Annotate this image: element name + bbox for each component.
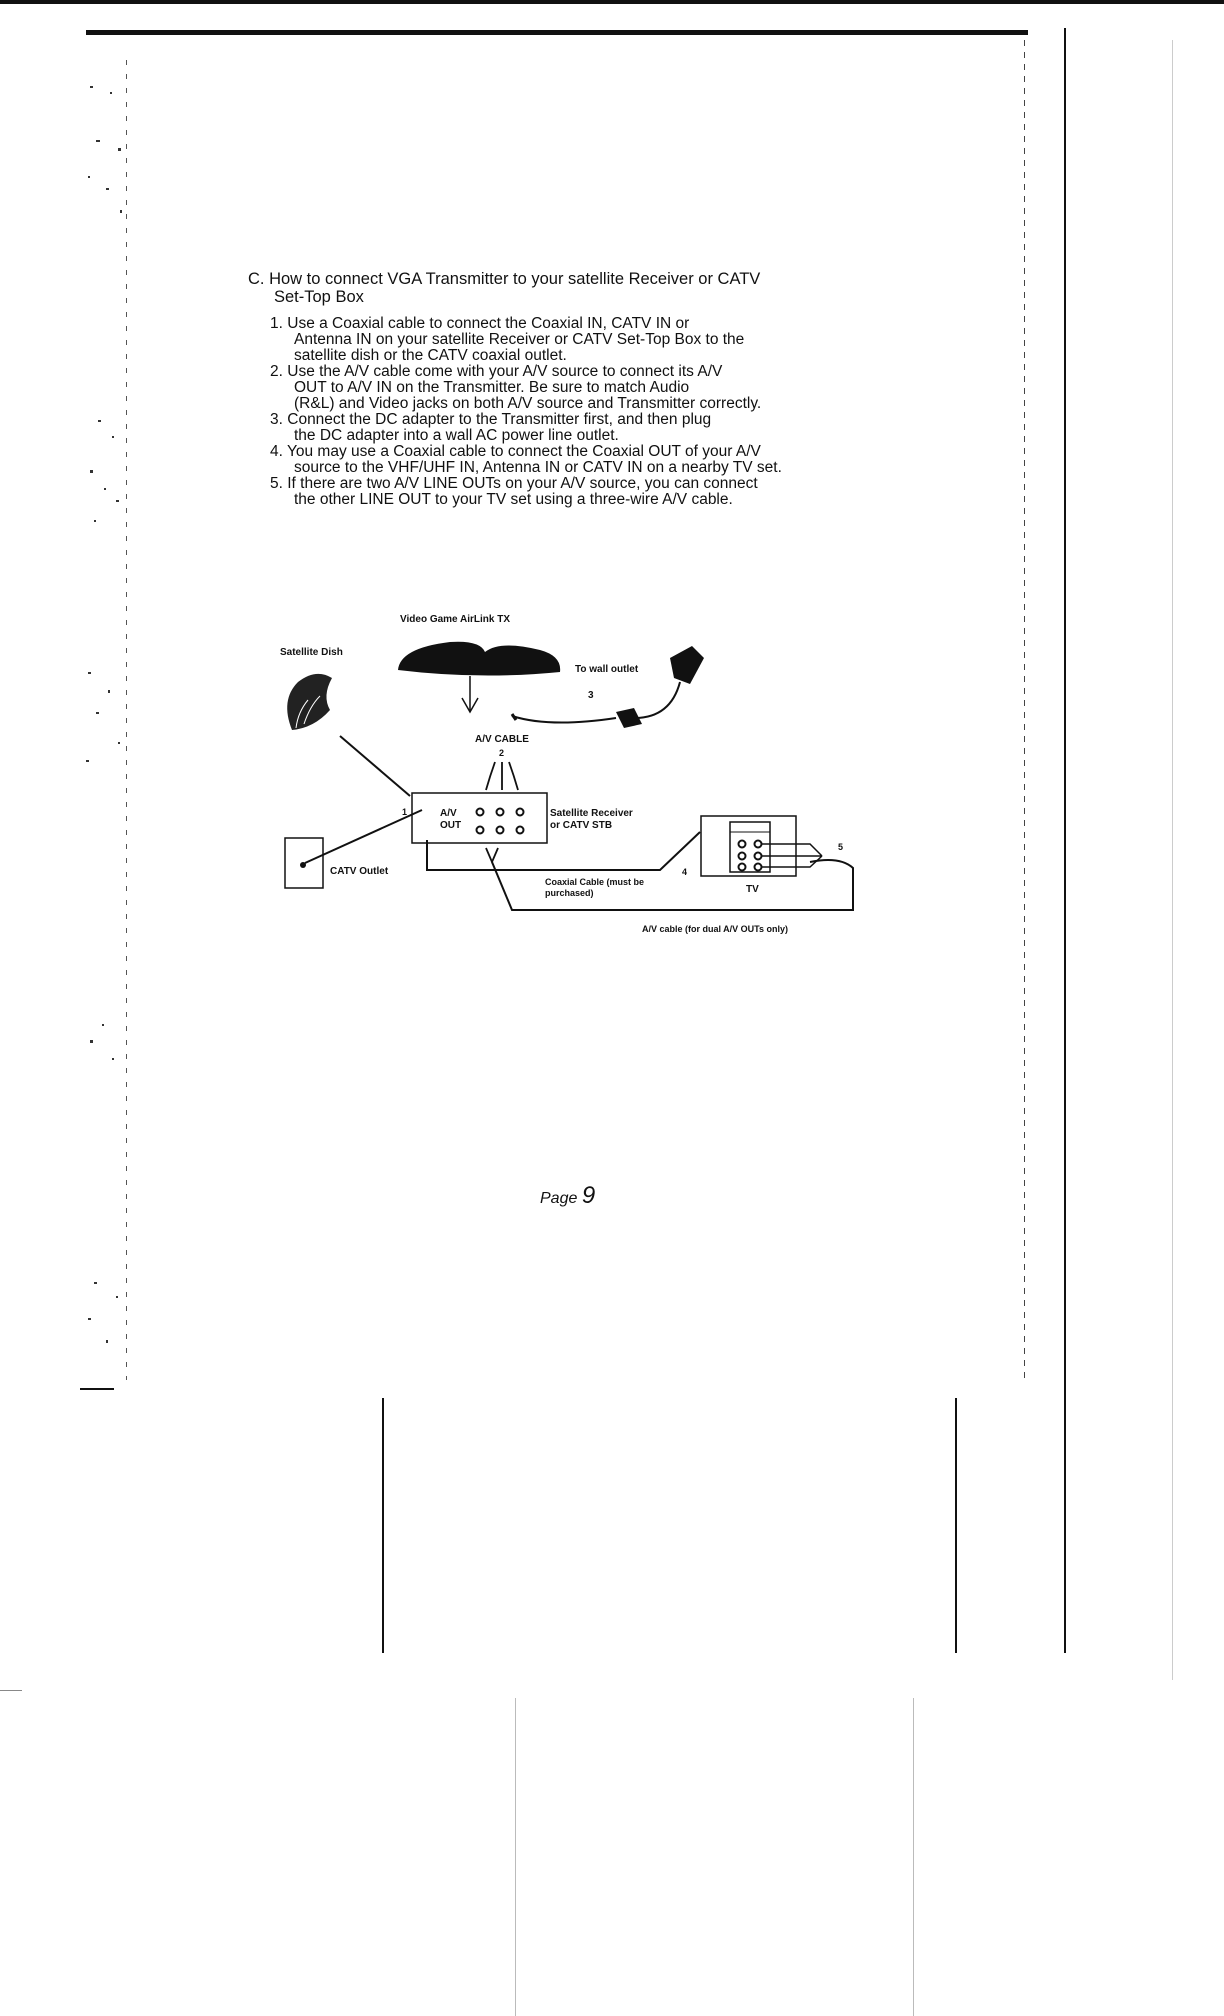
step-line [270,316,910,332]
step-line: (R&L) and Video jacks on both A/V source and Transmitter correctly. [294,395,762,412]
satellite-dish-label: Satellite Dish [280,647,343,658]
page-number [540,1182,595,1210]
step-line: source to the VHF/UHF IN, Antenna IN or CATV IN on a nearby TV set. [294,459,782,476]
coaxial-cable-to-tv [427,832,700,870]
dc-cable-end [512,714,516,720]
step-line: Antenna IN on your satellite Receiver or CATV Set-Top Box to the [294,331,745,348]
tv-label: TV [746,884,759,895]
bottom-divider-left [515,1698,516,2016]
step-item [270,412,910,444]
adapter-cable [630,682,680,718]
heading-marker: C. [248,270,265,288]
step-text: Connect the DC adapter to the Transmitter first, and then plug [287,411,712,428]
bottom-divider-right [913,1698,914,2016]
dc-plug-icon [616,708,642,728]
step-marker-1: 1 [402,807,408,817]
right-dashed-line [1024,40,1025,1380]
step-marker-5: 5 [838,842,844,852]
step-line: the DC adapter into a wall AC power line outlet. [294,427,619,444]
coaxial-cable-label-line1: Coaxial Cable (must be [545,877,645,887]
coaxial-cable-label-line2: purchased) [545,888,594,898]
catv-outlet-label: CATV Outlet [330,866,389,877]
step-number: 2. [270,363,283,380]
step-marker-3: 3 [588,690,594,701]
transmitter-shape [398,642,560,676]
lower-frame-right [955,1398,957,1653]
step-marker-4: 4 [682,867,688,877]
section-heading [248,270,888,306]
tv-av-wires [762,844,822,867]
av-cable-label: A/V CABLE [475,734,529,745]
satellite-dish-icon [287,674,332,730]
step-number: 1. [270,315,283,332]
step-line [270,444,910,460]
page-label-text: Page [540,1190,578,1207]
receiver-jacks [477,809,524,834]
step-line: the other LINE OUT to your TV set using a three-wire A/V cable. [294,491,733,508]
left-margin-line [126,60,127,1380]
tv-jack-panel [730,822,770,872]
step-number: 3. [270,411,283,428]
satellite-receiver-box [412,793,547,843]
top-border-line [0,0,1224,4]
top-rule [86,30,1028,35]
step-item [270,364,910,412]
wall-outlet-label: To wall outlet [575,664,639,675]
dc-adapter-icon [670,646,704,684]
bottom-left-dash [0,1690,22,1691]
step-text: You may use a Coaxial cable to connect the Coaxial OUT of your A/V [286,443,761,460]
av-out-label-line2: OUT [440,820,462,831]
lower-frame-left [382,1398,384,1653]
step-item [270,444,910,476]
dish-cable [340,736,410,796]
page-number-value: 9 [581,1182,596,1209]
receiver-av-lead [486,848,498,862]
step-number: 4. [270,443,283,460]
step-number: 5. [270,475,283,492]
av-out-label-line1: A/V [440,808,457,819]
far-right-faint-line [1172,40,1173,1680]
catv-coax-cable [305,810,422,863]
bottom-left-stub [80,1388,114,1390]
step-line [270,476,910,492]
heading-line-1 [248,270,888,288]
step-text: Use a Coaxial cable to connect the Coaxial IN, CATV IN or [287,315,690,332]
step-item [270,476,910,508]
step-text: If there are two A/V LINE OUTs on your A/V source, you can connect [287,475,758,492]
step-line: OUT to A/V IN on the Transmitter. Be sure to match Audio [294,379,690,396]
receiver-label-line1: Satellite Receiver [550,808,633,819]
transmitter-label: Video Game AirLink TX [400,614,511,625]
av-cable-wires [486,762,518,790]
step-text: Use the A/V cable come with your A/V source to connect its A/V [287,363,723,380]
right-frame-line [1064,28,1066,1653]
dual-av-cable-label: A/V cable (for dual A/V OUTs only) [642,924,789,934]
dc-cable [512,716,616,723]
step-line: satellite dish or the CATV coaxial outlet. [294,347,567,364]
tv-jacks [739,841,762,871]
heading-line-2: Set-Top Box [274,288,364,306]
step-marker-2: 2 [499,748,505,758]
step-line [270,412,910,428]
heading-text: How to connect VGA Transmitter to your satellite Receiver or CATV [269,270,761,288]
step-item [270,316,910,364]
receiver-label-line2: or CATV STB [550,820,613,831]
step-line [270,364,910,380]
instruction-steps [270,316,910,508]
connection-diagram [250,600,900,950]
